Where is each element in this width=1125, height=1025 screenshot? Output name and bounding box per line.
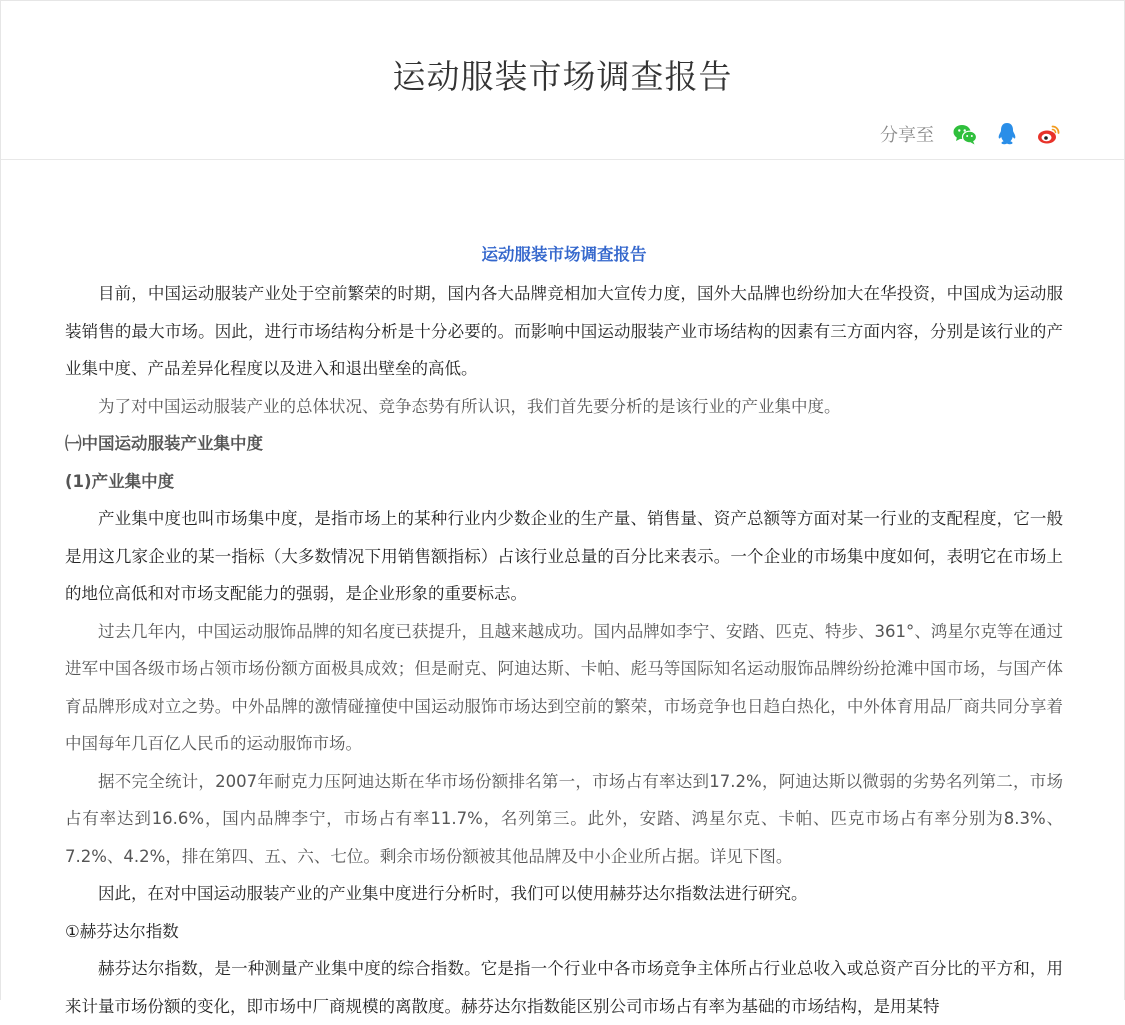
subsection-heading-hhi: ①赫芬达尔指数 bbox=[65, 921, 179, 941]
article-heading: 运动服装市场调查报告 bbox=[481, 245, 647, 264]
paragraph-method: 因此，在对中国运动服装产业的产业集中度进行分析时，我们可以使用赫芬达尔指数法进行研究。 bbox=[98, 884, 808, 903]
weibo-icon[interactable] bbox=[1036, 121, 1062, 147]
share-bar bbox=[880, 121, 1062, 147]
paragraph-definition: 产业集中度也叫市场集中度，是指市场上的某种行业内少数企业的生产量、销售量、资产总额等方面对某一行业的支配程度，它一般是用这几家企业的某一指标（大多数情况下用销售额指标）占该行业总量的百分比来表示。一个企业的市场集中度如何，表明它在市场上的地位高低和对市场支配能力的强弱，是企业形象的重要标志。 bbox=[65, 509, 1063, 603]
page-title: 运动服装市场调查报告 bbox=[392, 57, 733, 96]
paragraph-hhi: 赫芬达尔指数，是一种测量产业集中度的综合指数。它是指一个行业中各市场竞争主体所占行业总收入或总资产百分比的平方和，用来计量市场份额的变化，即市场中厂商规模的离散度。赫芬达尔指数能区别公司市场占有率为基础的市场结构，是用某特 bbox=[65, 959, 1063, 1016]
wechat-icon[interactable] bbox=[952, 121, 978, 147]
page-header bbox=[1, 1, 1124, 160]
paragraph-purpose: 为了对中国运动服装产业的总体状况、竞争态势有所认识，我们首先要分析的是该行业的产业集中度。 bbox=[98, 396, 841, 416]
section-heading-concentration: ㈠中国运动服装产业集中度 bbox=[65, 434, 263, 453]
share-label: 分享至 bbox=[880, 125, 934, 146]
subsection-heading-concentration: (1)产业集中度 bbox=[65, 471, 175, 491]
paragraph-intro: 目前，中国运动服装产业处于空前繁荣的时期，国内各大品牌竞相加大宣传力度，国外大品牌也纷纷加大在华投资，中国成为运动服装销售的最大市场。因此，进行市场结构分析是十分必要的。而影响中国运动服装产业市场结构的因素有三方面内容，分别是该行业的产业集中度、产品差异化程度以及进入和退出壁垒的高低。 bbox=[65, 284, 1063, 378]
qq-icon[interactable] bbox=[994, 121, 1020, 147]
article-body bbox=[65, 241, 1063, 1025]
paragraph-market-share: 据不完全统计，2007年耐克力压阿迪达斯在华市场份额排名第一，市场占有率达到17.2%，阿迪达斯以微弱的劣势名列第二，市场占有率达到16.6%，国内品牌李宁，市场占有率11.7%，名列第三。此外，安踏、鸿星尔克、卡帕、匹克市场占有率分别为8.3%、7.2%、4.2%，排在第四、五、六、七位。剩余市场份额被其他品牌及中小企业所占据。详见下图。 bbox=[65, 771, 1063, 866]
paragraph-brands: 过去几年内，中国运动服饰品牌的知名度已获提升，且越来越成功。国内品牌如李宁、安踏、匹克、特步、361°、鸿星尔克等在通过进军中国各级市场占领市场份额方面极具成效；但是耐克、阿迪达斯、卡帕、彪马等国际知名运动服饰品牌纷纷抢滩中国市场，与国产体育品牌形成对立之势。中外品牌的激情碰撞使中国运动服饰市场达到空前的繁荣，市场竞争也日趋白热化，中外体育用品厂商共同分享着中国每年几百亿人民币的运动服饰市场。 bbox=[65, 621, 1063, 753]
